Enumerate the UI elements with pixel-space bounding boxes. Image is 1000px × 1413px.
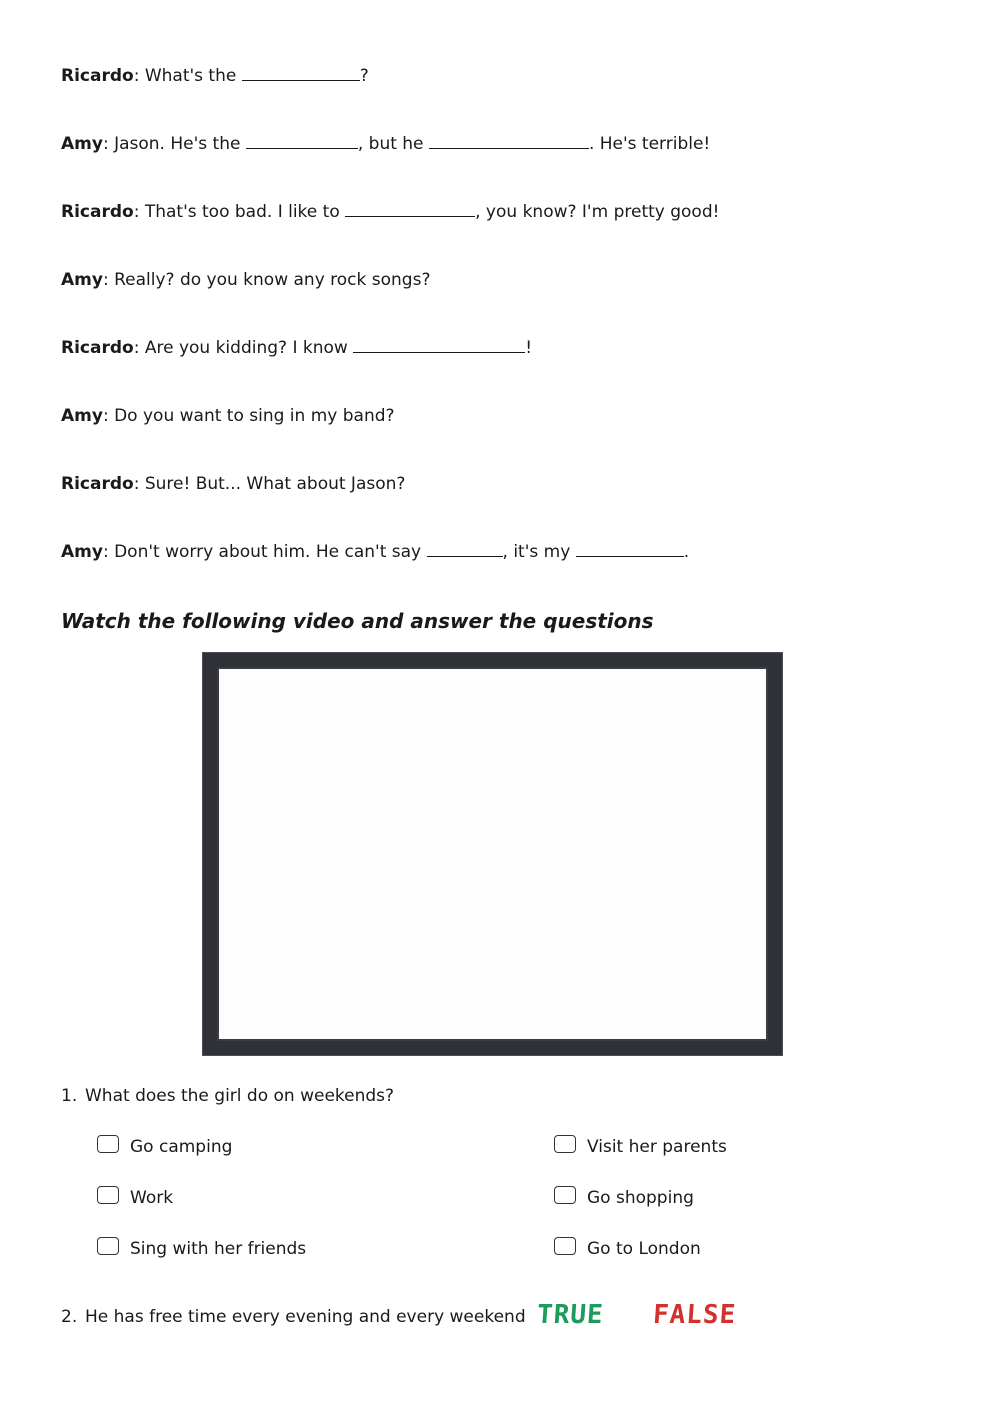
dialogue-line-3: Ricardo: That's too bad. I like to , you know? I'm pretty good! [61, 202, 720, 222]
option-go-shopping[interactable] [554, 1187, 694, 1209]
question-number: 2. [61, 1307, 78, 1327]
option-label: Sing with her friends [130, 1239, 307, 1259]
dialogue-line-5: Ricardo: Are you kidding? I know ! [61, 338, 533, 358]
speaker-name: Ricardo [61, 202, 134, 222]
true-button[interactable]: TRUE [535, 1300, 605, 1330]
checkbox[interactable] [554, 1186, 576, 1204]
dialogue-line-6: Amy: Do you want to sing in my band? [61, 406, 395, 426]
speaker-name: Amy [61, 270, 103, 290]
answer-blank[interactable] [246, 134, 358, 149]
option-label: Go to London [587, 1239, 701, 1259]
option-label: Visit her parents [587, 1137, 727, 1157]
answer-blank[interactable] [576, 542, 684, 557]
checkbox[interactable] [554, 1135, 576, 1153]
option-label: Work [130, 1188, 174, 1208]
checkbox[interactable] [97, 1186, 119, 1204]
dialogue-line-4: Amy: Really? do you know any rock songs? [61, 270, 431, 290]
video-player[interactable] [202, 652, 783, 1056]
answer-blank[interactable] [427, 542, 503, 557]
question-number: 1. [61, 1086, 78, 1106]
answer-blank[interactable] [242, 66, 360, 81]
option-go-camping[interactable] [97, 1136, 232, 1158]
option-label: Go camping [130, 1137, 233, 1157]
answer-blank[interactable] [429, 134, 589, 149]
answer-blank[interactable] [353, 338, 525, 353]
speaker-name: Ricardo [61, 66, 134, 86]
option-visit-parents[interactable] [554, 1136, 727, 1158]
option-work[interactable] [97, 1187, 173, 1209]
dialogue-line-7: Ricardo: Sure! But... What about Jason? [61, 474, 406, 494]
question-2 [61, 1306, 526, 1328]
checkbox[interactable] [554, 1237, 576, 1255]
dialogue-line-8: Amy: Don't worry about him. He can't say , it's my . [61, 542, 690, 562]
answer-blank[interactable] [345, 202, 475, 217]
option-label: Go shopping [587, 1188, 694, 1208]
question-1 [61, 1085, 394, 1107]
speaker-name: Amy [61, 134, 103, 154]
false-button[interactable]: FALSE [651, 1300, 738, 1330]
speaker-name: Ricardo [61, 474, 134, 494]
speaker-name: Amy [61, 542, 103, 562]
section-heading: Watch the following video and answer the questions [61, 609, 654, 633]
option-sing-with-friends[interactable] [97, 1238, 306, 1260]
checkbox[interactable] [97, 1237, 119, 1255]
question-text: He has free time every evening and every weekend [85, 1307, 526, 1327]
checkbox[interactable] [97, 1135, 119, 1153]
video-screen[interactable] [217, 667, 768, 1041]
dialogue-line-2: Amy: Jason. He's the , but he . He's terrible! [61, 134, 711, 154]
speaker-name: Amy [61, 406, 103, 426]
dialogue-line-1: Ricardo: What's the ? [61, 66, 369, 86]
option-go-to-london[interactable] [554, 1238, 701, 1260]
speaker-name: Ricardo [61, 338, 134, 358]
question-text: What does the girl do on weekends? [85, 1086, 395, 1106]
